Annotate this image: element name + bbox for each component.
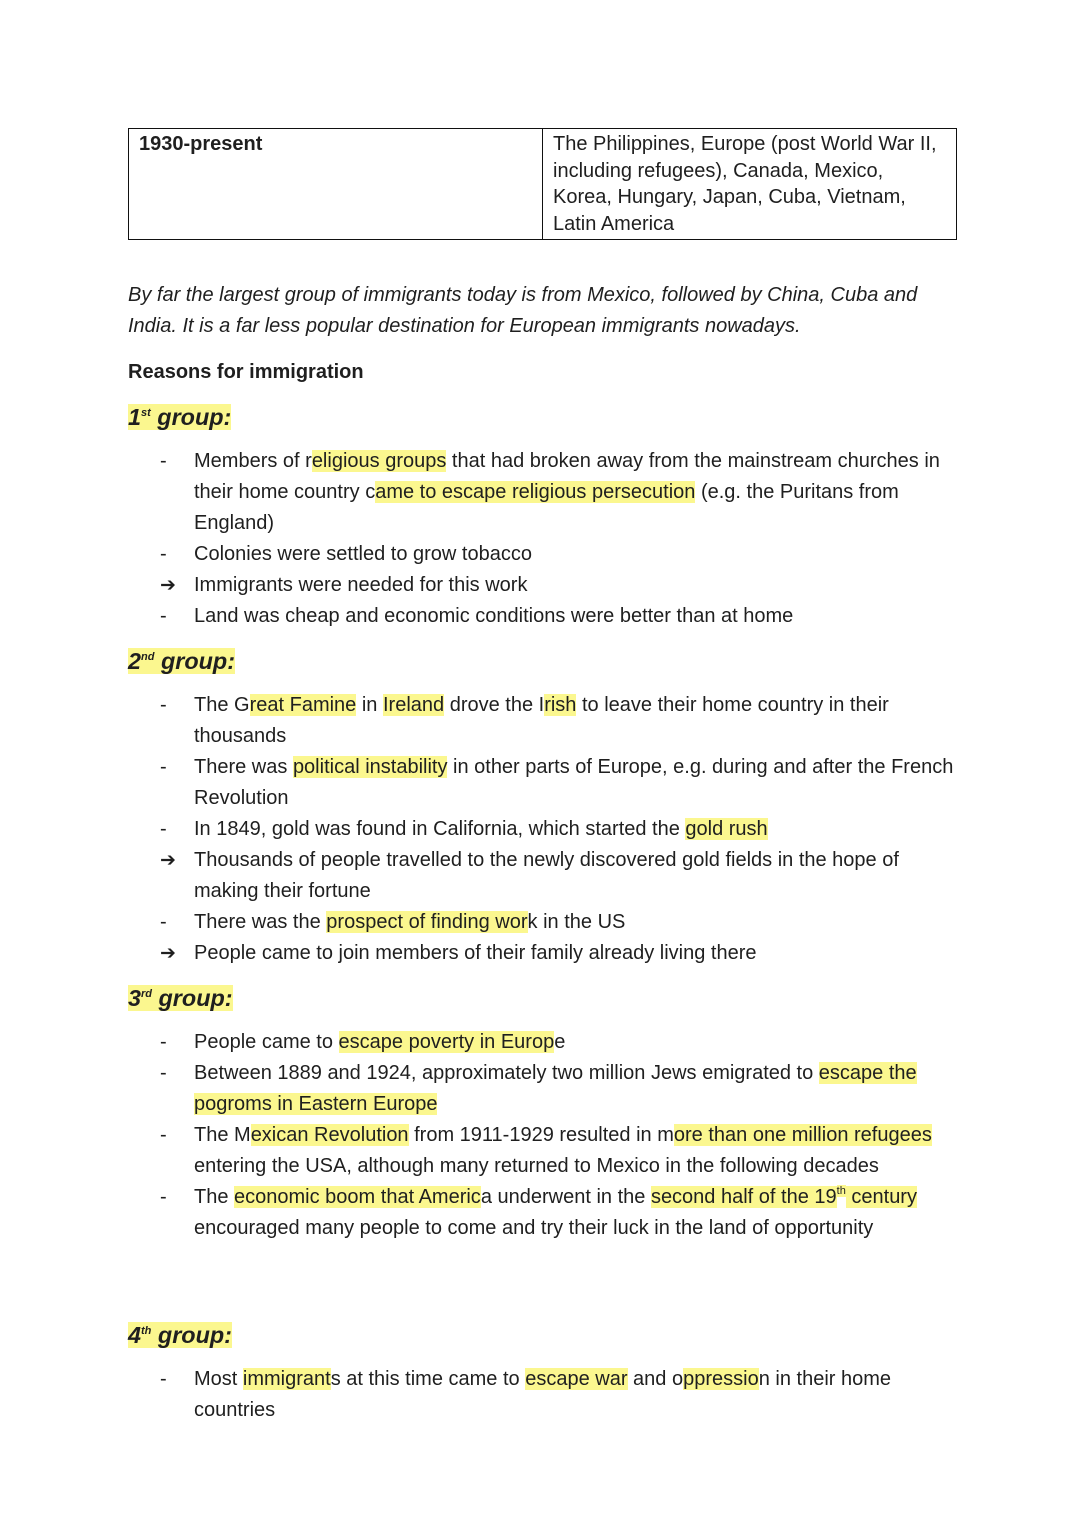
dash-bullet: - xyxy=(160,756,167,778)
list-item-text xyxy=(194,756,953,809)
highlighted-text: escape war xyxy=(525,1368,628,1390)
list-item xyxy=(0,814,964,845)
list-item-text xyxy=(194,849,899,902)
dash-bullet: - xyxy=(160,911,167,933)
text-segment: and o xyxy=(627,1368,684,1390)
period-cell: 1930-present xyxy=(129,129,543,240)
dash-bullet: - xyxy=(160,1124,167,1146)
list-item xyxy=(0,1364,964,1426)
list-item-text xyxy=(194,574,527,596)
text-segment: Thousands of people travelled to the newly discovered gold fields in the hope of making their fortune xyxy=(194,849,899,902)
text-segment: from 1911-1929 resulted in m xyxy=(408,1124,674,1146)
text-segment: that had broken away from the mainstream churches in their home country c xyxy=(194,450,940,503)
dash-bullet: - xyxy=(160,1368,167,1390)
list-item xyxy=(0,601,964,632)
text-segment: in xyxy=(356,694,383,716)
immigration-period-table xyxy=(128,128,957,240)
text-segment: The xyxy=(194,1186,235,1208)
highlighted-text: prospect of finding wor xyxy=(326,911,528,933)
highlighted-text: immigrant xyxy=(242,1368,331,1390)
dash-bullet: - xyxy=(160,1062,167,1084)
text-segment: a underwent in the xyxy=(480,1186,651,1208)
text-segment: Colonies were settled to grow tobacco xyxy=(194,543,532,565)
highlighted-text: reat Famine xyxy=(249,694,357,716)
bullet-list-4 xyxy=(0,1364,1080,1426)
highlighted-text: Ireland xyxy=(382,694,445,716)
text-segment: Land was cheap and economic conditions were better than at home xyxy=(194,605,794,627)
highlighted-text: second half of the 19 xyxy=(650,1186,837,1208)
highlighted-text: ame to escape religious persecution xyxy=(375,481,696,503)
list-item-text xyxy=(194,694,889,747)
text-segment: Between 1889 and 1924, approximately two million Jews emigrated to xyxy=(194,1062,819,1084)
text-segment: Most xyxy=(194,1368,243,1390)
text-segment: to leave their home country in their thousands xyxy=(194,694,889,747)
list-item xyxy=(0,1058,964,1120)
list-item xyxy=(0,752,964,814)
list-item-text xyxy=(194,1031,565,1053)
group-heading-2: 2nd group: xyxy=(128,648,236,674)
list-item xyxy=(0,690,964,752)
list-item xyxy=(0,1120,964,1182)
list-item-text xyxy=(194,942,756,964)
dash-bullet: - xyxy=(160,1186,167,1208)
table-row xyxy=(129,129,957,240)
dash-bullet: - xyxy=(160,818,167,840)
highlighted-text: eligious groups xyxy=(311,450,447,472)
list-item-text xyxy=(194,605,793,627)
arrow-bullet-icon: ➔ xyxy=(160,850,176,871)
text-segment: The M xyxy=(194,1124,251,1146)
text-segment: encouraged many people to come and try their luck in the land of opportunity xyxy=(194,1217,874,1239)
highlighted-text: ppressio xyxy=(683,1368,759,1390)
group-heading-4: 4th group: xyxy=(128,1322,232,1348)
text-segment: in other parts of Europe, e.g. during and after the French Revolution xyxy=(194,756,954,809)
highlighted-text: political instability xyxy=(292,756,448,778)
list-item-text xyxy=(194,911,625,933)
highlighted-text: gold rush xyxy=(685,818,768,840)
dash-bullet: - xyxy=(160,450,167,472)
group-heading-1: 1st group: xyxy=(128,404,232,430)
origins-cell: The Philippines, Europe (post World War II, including refugees), Canada, Mexico, Korea, Hungary, Japan, Cuba, Vietnam, Latin America xyxy=(543,129,957,240)
text-segment: Members of r xyxy=(194,450,312,472)
dash-bullet: - xyxy=(160,605,167,627)
highlighted-text: th xyxy=(836,1185,846,1197)
dash-bullet: - xyxy=(160,1031,167,1053)
bullet-list-3 xyxy=(0,1027,1080,1244)
dash-bullet: - xyxy=(160,694,167,716)
text-segment: (e.g. the Puritans from England) xyxy=(194,481,899,534)
dash-bullet: - xyxy=(160,543,167,565)
arrow-bullet-icon: ➔ xyxy=(160,575,176,596)
highlighted-text: escape the pogroms in Eastern Europe xyxy=(194,1062,917,1115)
highlighted-text: economic boom that Americ xyxy=(234,1186,481,1208)
text-segment: There was xyxy=(194,756,293,778)
group-heading-3: 3rd group: xyxy=(128,985,233,1011)
text-segment: The G xyxy=(194,694,250,716)
text-segment: Immigrants were needed for this work xyxy=(194,574,528,596)
list-item xyxy=(0,845,964,907)
list-item-text xyxy=(194,1124,932,1177)
list-item xyxy=(0,1027,964,1058)
list-item xyxy=(0,938,964,969)
list-item xyxy=(0,539,964,570)
text-segment: k in the US xyxy=(527,911,626,933)
list-item xyxy=(0,446,964,539)
list-item xyxy=(0,1182,964,1244)
highlighted-text: ore than one million refugees xyxy=(673,1124,932,1146)
highlighted-text: escape poverty in Europ xyxy=(338,1031,555,1053)
list-item-text xyxy=(194,818,768,840)
list-item-text xyxy=(194,1062,917,1115)
list-item-text xyxy=(194,1368,891,1421)
list-item-text xyxy=(194,543,532,565)
text-segment: People came to xyxy=(194,1031,339,1053)
list-item-text xyxy=(194,450,940,534)
section-heading: Reasons for immigration xyxy=(128,361,364,383)
text-segment: s at this time came to xyxy=(330,1368,526,1390)
highlighted-text: rish xyxy=(544,694,577,716)
text-segment: In 1849, gold was found in California, which started the xyxy=(194,818,686,840)
text-segment: e xyxy=(554,1031,566,1053)
bullet-list-2 xyxy=(0,690,1080,969)
text-segment: n in their home countries xyxy=(194,1368,892,1421)
highlighted-text: century xyxy=(845,1186,917,1208)
text-segment: entering the USA, although many returned to Mexico in the following decades xyxy=(194,1155,879,1177)
list-item-text xyxy=(194,1186,917,1239)
bullet-list-1 xyxy=(0,446,1080,632)
intro-paragraph: By far the largest group of immigrants today is from Mexico, followed by China, Cuba and India. It is a far less popular destination for European immigrants nowadays. xyxy=(128,284,918,337)
text-segment: People came to join members of their family already living there xyxy=(194,942,757,964)
text-segment: There was the xyxy=(194,911,327,933)
arrow-bullet-icon: ➔ xyxy=(160,943,176,964)
highlighted-text: exican Revolution xyxy=(250,1124,409,1146)
text-segment: drove the I xyxy=(444,694,545,716)
list-item xyxy=(0,570,964,601)
list-item xyxy=(0,907,964,938)
